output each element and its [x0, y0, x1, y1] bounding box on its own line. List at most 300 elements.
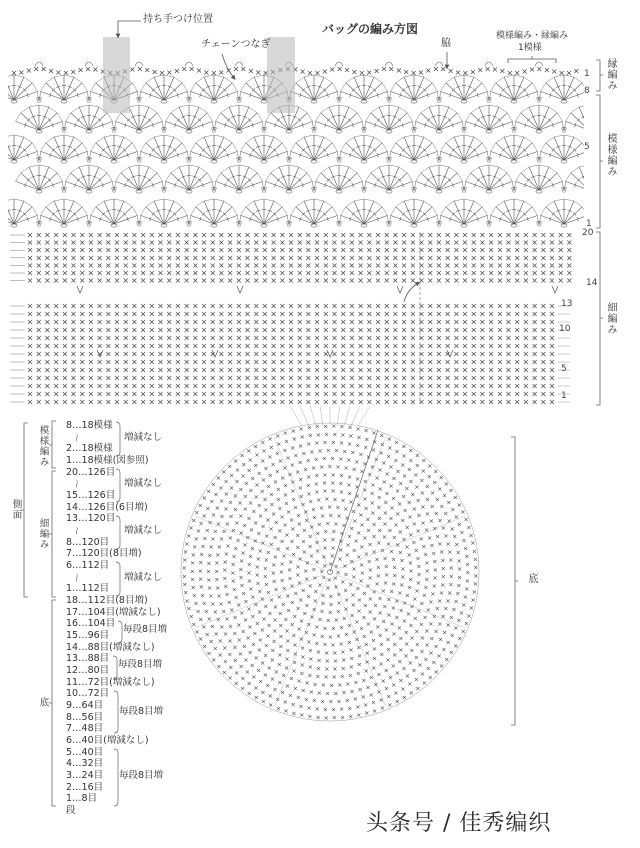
bottom-stitch-mark: × — [367, 565, 374, 574]
sc-stitch-mark: × — [313, 365, 321, 375]
sc-stitch-mark: × — [226, 230, 234, 240]
edging-stitch-mark: × — [84, 64, 92, 74]
bottom-stitch-mark: × — [314, 529, 321, 538]
bottom-stitch-mark: × — [447, 547, 453, 556]
bottom-stitch-mark: × — [246, 514, 252, 523]
sc-stitch-mark: × — [218, 276, 225, 286]
sc-stitch-mark: × — [122, 238, 130, 248]
fan-spoke — [189, 173, 207, 190]
sc-stitch-mark: × — [78, 245, 86, 255]
sc-stitch-mark: × — [61, 341, 69, 351]
bottom-stitch-mark: × — [315, 664, 322, 673]
sc-stitch-mark: × — [461, 373, 469, 383]
bottom-stitch-mark: × — [234, 466, 241, 474]
sc-stitch-mark: × — [278, 373, 286, 383]
sc-stitch-mark: × — [539, 357, 547, 367]
sc-stitch-mark: × — [461, 381, 469, 391]
sc-stitch-mark: × — [61, 230, 69, 240]
chain-stitch — [437, 160, 441, 162]
sc-stitch-mark: × — [139, 333, 147, 343]
sc-stitch-mark: × — [148, 349, 156, 359]
sc-stitch-mark: × — [96, 238, 103, 248]
bottom-stitch-mark: × — [291, 612, 298, 621]
bottom-stitch-mark: × — [296, 579, 303, 588]
fan-spoke — [346, 83, 364, 100]
bottom-stitch-mark: × — [461, 536, 467, 545]
bottom-stitch-mark: × — [345, 680, 351, 688]
bottom-stitch-mark: × — [403, 640, 410, 649]
bottom-stitch-mark: × — [201, 494, 208, 503]
bottom-stitch-mark: × — [314, 623, 320, 632]
sc-stitch-mark: × — [104, 389, 112, 399]
sc-stitch-mark: × — [357, 317, 364, 327]
bottom-stitch-mark: × — [323, 430, 330, 439]
sc-stitch-mark: × — [139, 253, 147, 263]
bottom-stitch-mark: × — [358, 577, 364, 585]
sc-stitch-mark: × — [235, 253, 243, 263]
sc-stitch-mark: × — [357, 397, 364, 407]
bottom-stitch-mark: × — [431, 478, 438, 487]
bottom-stitch-mark: × — [277, 609, 284, 618]
bottom-stitch-mark: × — [233, 679, 239, 688]
bottom-stitch-mark: × — [270, 560, 277, 569]
sc-stitch-mark: × — [400, 389, 408, 399]
sc-stitch-mark: × — [244, 268, 251, 278]
sc-stitch-mark: × — [435, 238, 443, 248]
bottom-stitch-mark: × — [252, 629, 258, 638]
sc-stitch-mark: × — [400, 325, 408, 335]
sc-stitch-mark: × — [131, 276, 138, 286]
chain-stitch — [312, 130, 316, 132]
bottom-stitch-mark: × — [342, 586, 349, 595]
bottom-stitch-mark: × — [377, 466, 383, 475]
bottom-stitch-mark: × — [283, 663, 290, 672]
bottom-stitch-mark: × — [346, 481, 352, 489]
bottom-stitch-mark: × — [376, 493, 382, 502]
bottom-stitch-mark: × — [263, 506, 269, 514]
sc-stitch-mark: × — [96, 397, 103, 407]
sc-stitch-mark: × — [87, 373, 95, 383]
fan-base-chain — [586, 190, 592, 193]
sc-stitch-mark: × — [78, 381, 86, 391]
bottom-stitch-mark: × — [190, 516, 197, 525]
bottom-stitch-mark: × — [300, 586, 307, 595]
bottom-stitch-mark: × — [412, 614, 419, 623]
fan-spoke — [139, 167, 149, 190]
edging-stitch-mark: × — [69, 67, 77, 77]
sc-stitch-mark: × — [218, 341, 225, 351]
table-row: 16…104目 — [66, 618, 116, 630]
bottom-stitch-mark: × — [437, 516, 443, 525]
bottom-stitch-mark: × — [385, 452, 392, 461]
bottom-stitch-mark: × — [295, 543, 301, 552]
bottom-stitch-mark: × — [376, 688, 382, 696]
sc-stitch-mark: × — [113, 245, 121, 255]
bottom-stitch-mark: × — [212, 527, 219, 536]
fan-spoke — [191, 151, 215, 160]
bottom-stitch-mark: × — [298, 492, 304, 501]
bottom-stitch-mark: × — [431, 612, 438, 621]
sc-stitch-mark: × — [252, 238, 260, 248]
sc-stitch-mark: × — [35, 253, 43, 263]
fan-spoke — [414, 151, 438, 160]
sc-stitch-mark: × — [174, 373, 182, 383]
fan-base-chain — [511, 100, 517, 103]
sc-stitch-mark: × — [174, 230, 182, 240]
sc-stitch-mark: × — [165, 325, 173, 335]
fan-spoke — [546, 207, 564, 224]
sc-stitch-mark: × — [200, 389, 208, 399]
bottom-stitch-mark: × — [256, 501, 262, 510]
sc-stitch-mark: × — [200, 309, 208, 319]
sc-stitch-mark: × — [435, 357, 443, 367]
bottom-stitch-mark: × — [382, 554, 388, 563]
bottom-stitch-mark: × — [450, 505, 456, 514]
table-row: 9…64目 — [66, 700, 104, 712]
fan-spoke — [454, 137, 464, 160]
bottom-stitch-mark: × — [342, 561, 348, 570]
fan-spoke — [396, 83, 414, 100]
fan-spoke — [439, 181, 463, 190]
fan-spoke — [541, 215, 565, 224]
sc-stitch-mark: × — [235, 309, 243, 319]
bottom-stitch-mark: × — [350, 590, 356, 599]
sc-stitch-mark: × — [313, 341, 321, 351]
sc-stitch-mark: × — [470, 341, 478, 351]
bottom-stitch-mark: × — [466, 523, 472, 532]
sc-stitch-mark: × — [261, 325, 269, 335]
bottom-stitch-mark: × — [408, 477, 414, 486]
edging-stitch-mark: × — [166, 68, 173, 78]
bottom-stitch-mark: × — [215, 519, 222, 528]
sc-stitch-mark: × — [183, 245, 190, 255]
bottom-stitch-mark: × — [225, 541, 231, 550]
chain-stitch — [287, 224, 291, 226]
fan-edge — [566, 105, 613, 121]
sc-stitch-mark: × — [548, 317, 556, 327]
bottom-stitch-mark: × — [406, 498, 412, 507]
bottom-stitch-mark: × — [428, 649, 434, 658]
sc-stitch-mark: × — [52, 230, 60, 240]
bottom-stitch-mark: × — [239, 684, 246, 693]
bottom-stitch-mark: × — [317, 615, 323, 624]
sc-stitch-mark: × — [531, 333, 538, 343]
bottom-stitch-mark: × — [246, 577, 253, 585]
fan-spoke — [541, 151, 565, 160]
bottom-stitch-mark: × — [298, 596, 304, 604]
bottom-stitch-mark: × — [279, 474, 286, 482]
sc-stitch-mark: × — [426, 268, 434, 278]
bottom-stitch-mark: × — [330, 624, 337, 633]
fan-base-chain — [136, 130, 142, 133]
bottom-stitch-mark: × — [362, 494, 368, 503]
sc-stitch-mark: × — [296, 357, 304, 367]
sc-stitch-mark: × — [435, 253, 443, 263]
bottom-stitch-mark: × — [381, 459, 387, 468]
edging-stitch-mark: × — [47, 66, 55, 76]
sc-stitch-mark: × — [35, 301, 43, 311]
bottom-stitch-mark: × — [376, 503, 382, 512]
fan-spoke — [571, 173, 589, 190]
sc-stitch-mark: × — [479, 397, 486, 407]
sc-stitch-mark: × — [70, 245, 77, 255]
table-row: 14…126目(6目増) — [66, 501, 148, 513]
sc-stitch-mark: × — [61, 238, 69, 248]
bottom-stitch-mark: × — [262, 495, 268, 504]
fan-spoke — [496, 83, 514, 100]
bottom-stitch-mark: × — [377, 594, 383, 603]
fan-spoke — [264, 207, 282, 224]
bottom-stitch-mark: × — [208, 637, 214, 646]
bottom-stitch-mark: × — [459, 528, 465, 537]
bottom-stitch-mark: × — [315, 430, 322, 439]
sc-stitch-mark: × — [305, 325, 312, 335]
fan-spoke — [266, 121, 290, 130]
bottom-stitch-mark: × — [289, 461, 296, 469]
sc-stitch-mark: × — [278, 333, 286, 343]
sc-stitch-mark: × — [444, 309, 451, 319]
edging-stitch-mark: × — [92, 65, 99, 74]
table-single-crochet-bracket — [49, 471, 56, 597]
sc-stitch-mark: × — [61, 253, 69, 263]
bottom-stitch-mark: × — [401, 693, 408, 702]
bottom-stitch-mark: × — [408, 621, 414, 630]
sc-stitch-mark: × — [322, 301, 330, 311]
bottom-stitch-mark: × — [235, 601, 242, 610]
sc-stitch-mark: × — [113, 349, 121, 359]
sc-stitch-mark: × — [296, 317, 304, 327]
bottom-stitch-mark: × — [212, 607, 219, 616]
sc-stitch-mark: × — [183, 309, 190, 319]
sc-stitch-mark: × — [400, 230, 408, 240]
bottom-stitch-mark: × — [292, 641, 298, 650]
bottom-stitch-mark: × — [313, 480, 320, 488]
sc-stitch-mark: × — [479, 365, 486, 375]
fan-spoke — [466, 181, 490, 190]
sc-stitch-mark: × — [52, 397, 60, 407]
sc-stitch-mark: × — [461, 317, 469, 327]
sc-stitch-mark: × — [183, 341, 190, 351]
bottom-stitch-mark: × — [210, 655, 217, 664]
sc-stitch-mark: × — [174, 349, 182, 359]
bottom-stitch-mark: × — [181, 580, 188, 589]
bottom-stitch-mark: × — [241, 642, 248, 651]
sc-stitch-mark: × — [313, 357, 321, 367]
bottom-stitch-mark: × — [427, 461, 433, 470]
row-number-pattern-8: 8 — [584, 86, 590, 96]
table-row: 〜 — [70, 479, 81, 489]
sc-stitch-mark: × — [331, 333, 338, 343]
bottom-stitch-mark: × — [397, 548, 404, 557]
bottom-stitch-mark: × — [327, 608, 333, 617]
sc-stitch-mark: × — [531, 317, 538, 327]
sc-stitch-mark: × — [26, 341, 34, 351]
bottom-stitch-mark: × — [426, 533, 433, 542]
sc-stitch-mark: × — [226, 268, 234, 278]
bottom-stitch-mark: × — [322, 624, 328, 633]
sc-stitch-mark: × — [513, 325, 521, 335]
bottom-stitch-mark: × — [340, 578, 346, 586]
bottom-stitch-mark: × — [227, 534, 234, 543]
bottom-stitch-mark: × — [307, 646, 314, 655]
table-row: 1…112目 — [66, 583, 110, 595]
bottom-stitch-mark: × — [382, 579, 389, 588]
bottom-stitch-mark: × — [268, 595, 275, 604]
sc-stitch-mark: × — [61, 381, 69, 391]
fan-spoke — [289, 113, 307, 130]
fan-spoke — [239, 107, 249, 130]
fan-spoke — [46, 83, 64, 100]
bottom-stitch-mark: × — [268, 443, 275, 452]
sc-stitch-mark: × — [70, 349, 77, 359]
bottom-stitch-mark: × — [388, 514, 394, 523]
bottom-stitch-mark: × — [456, 616, 462, 625]
sc-stitch-mark: × — [218, 373, 225, 383]
fan-base-chain — [511, 224, 517, 227]
sc-stitch-mark: × — [261, 309, 269, 319]
sc-stitch-mark: × — [487, 253, 495, 263]
sc-stitch-mark: × — [522, 245, 530, 255]
sc-stitch-mark: × — [244, 301, 251, 311]
bottom-stitch-mark: × — [278, 642, 284, 651]
bottom-stitch-mark: × — [207, 518, 213, 527]
sc-stitch-mark: × — [296, 301, 304, 311]
sc-stitch-mark: × — [70, 253, 77, 263]
bottom-stitch-mark: × — [281, 584, 288, 593]
bottom-stitch-mark: × — [305, 481, 312, 490]
sc-stitch-mark: × — [496, 381, 504, 391]
bottom-stitch-mark: × — [242, 505, 249, 514]
fan-spoke — [64, 207, 82, 224]
sc-stitch-mark: × — [400, 365, 408, 375]
bottom-stitch-mark: × — [380, 587, 387, 596]
bottom-stitch-mark: × — [421, 679, 428, 688]
sc-stitch-mark: × — [461, 333, 469, 343]
bottom-stitch-mark: × — [372, 680, 379, 689]
sc-stitch-mark: × — [70, 268, 77, 278]
bottom-stitch-mark: × — [345, 541, 351, 550]
fan-spoke — [171, 173, 189, 190]
bottom-stitch-mark: × — [254, 571, 260, 580]
sc-stitch-mark: × — [496, 238, 504, 248]
sc-stitch-mark: × — [409, 309, 417, 319]
fan-spoke — [354, 201, 364, 224]
bottom-stitch-mark: × — [434, 532, 441, 541]
fan-spoke — [414, 201, 424, 224]
edging-stitch-mark: × — [506, 68, 514, 78]
bottom-stitch-mark: × — [364, 657, 370, 666]
sc-stitch-mark: × — [409, 373, 417, 383]
sc-stitch-mark: × — [522, 389, 530, 399]
sc-stitch-mark: × — [383, 397, 391, 407]
fan-spoke — [89, 121, 113, 130]
sc-stitch-mark: × — [44, 301, 51, 311]
bottom-stitch-mark: × — [314, 488, 320, 497]
bottom-stitch-mark: × — [204, 630, 210, 639]
sc-stitch-mark: × — [96, 325, 103, 335]
bottom-stitch-mark: × — [357, 685, 363, 694]
sc-stitch-mark: × — [383, 349, 391, 359]
sc-stitch-mark: × — [452, 260, 460, 270]
sc-stitch-mark: × — [139, 373, 147, 383]
sc-stitch-mark: × — [313, 230, 321, 240]
sc-stitch-mark: × — [226, 341, 234, 351]
sc-stitch-mark: × — [444, 276, 451, 286]
bottom-stitch-mark: × — [449, 631, 455, 640]
sc-stitch-mark: × — [426, 349, 434, 359]
sc-stitch-mark: × — [383, 268, 391, 278]
bottom-stitch-mark: × — [313, 587, 319, 596]
bottom-stitch-mark: × — [323, 648, 330, 657]
table-row: 〜 — [70, 526, 81, 536]
sc-stitch-mark: × — [252, 357, 260, 367]
fan-spoke — [414, 77, 424, 100]
sc-stitch-mark: × — [44, 238, 51, 248]
sc-stitch-mark: × — [513, 397, 521, 407]
bottom-stitch-mark: × — [379, 546, 386, 555]
fan-spoke — [289, 121, 313, 130]
bottom-stitch-mark: × — [237, 650, 244, 658]
fan-spoke — [39, 121, 63, 130]
chain-stitch — [62, 130, 66, 132]
bottom-stitch-mark: × — [338, 438, 345, 447]
sc-stitch-mark: × — [44, 325, 51, 335]
sc-stitch-mark: × — [322, 349, 330, 359]
sc-stitch-mark: × — [548, 341, 556, 351]
sc-stitch-mark: × — [487, 317, 495, 327]
table-row: 1…18模様(図参照) — [66, 455, 149, 466]
bottom-stitch-mark: × — [368, 690, 374, 699]
bottom-stitch-mark: × — [205, 567, 212, 576]
bottom-stitch-mark: × — [261, 447, 267, 456]
bottom-stitch-mark: × — [359, 568, 366, 577]
sc-stitch-mark: × — [539, 317, 547, 327]
bottom-stitch-mark: × — [221, 468, 227, 477]
sc-stitch-mark: × — [505, 389, 512, 399]
bottom-stitch-mark: × — [291, 435, 298, 443]
table-group-bottom: 底 — [37, 697, 49, 708]
bottom-stitch-mark: × — [404, 484, 410, 493]
fan-base-chain — [236, 190, 242, 193]
bottom-stitch-mark: × — [418, 534, 425, 543]
sc-stitch-mark: × — [244, 276, 251, 286]
bottom-stitch-mark: × — [473, 571, 479, 580]
bottom-stitch-mark: × — [409, 602, 415, 611]
fan-spoke-bar — [598, 178, 601, 181]
bottom-stitch-mark: × — [230, 568, 236, 577]
bottom-stitch-mark: × — [372, 601, 379, 610]
sc-stitch-mark: × — [374, 301, 382, 311]
sc-stitch-mark: × — [487, 245, 495, 255]
sc-stitch-mark: × — [479, 268, 486, 278]
bottom-stitch-mark: × — [238, 565, 244, 574]
edging-stitch-mark: × — [484, 64, 491, 74]
sc-stitch-mark: × — [365, 253, 373, 263]
fan-spoke — [14, 201, 24, 224]
bottom-stitch-mark: × — [337, 546, 344, 555]
sc-stitch-mark: × — [209, 349, 217, 359]
sc-stitch-mark: × — [305, 341, 312, 351]
sc-stitch-mark: × — [78, 317, 86, 327]
bottom-stitch-mark: × — [431, 582, 438, 591]
sc-stitch-mark: × — [26, 389, 34, 399]
bottom-stitch-mark: × — [370, 663, 377, 672]
fan-base-chain — [411, 160, 417, 163]
sc-stitch-mark: × — [400, 238, 408, 248]
sc-stitch-mark: × — [191, 381, 199, 391]
sc-stitch-mark: × — [87, 301, 95, 311]
bottom-stitch-mark: × — [280, 671, 287, 680]
